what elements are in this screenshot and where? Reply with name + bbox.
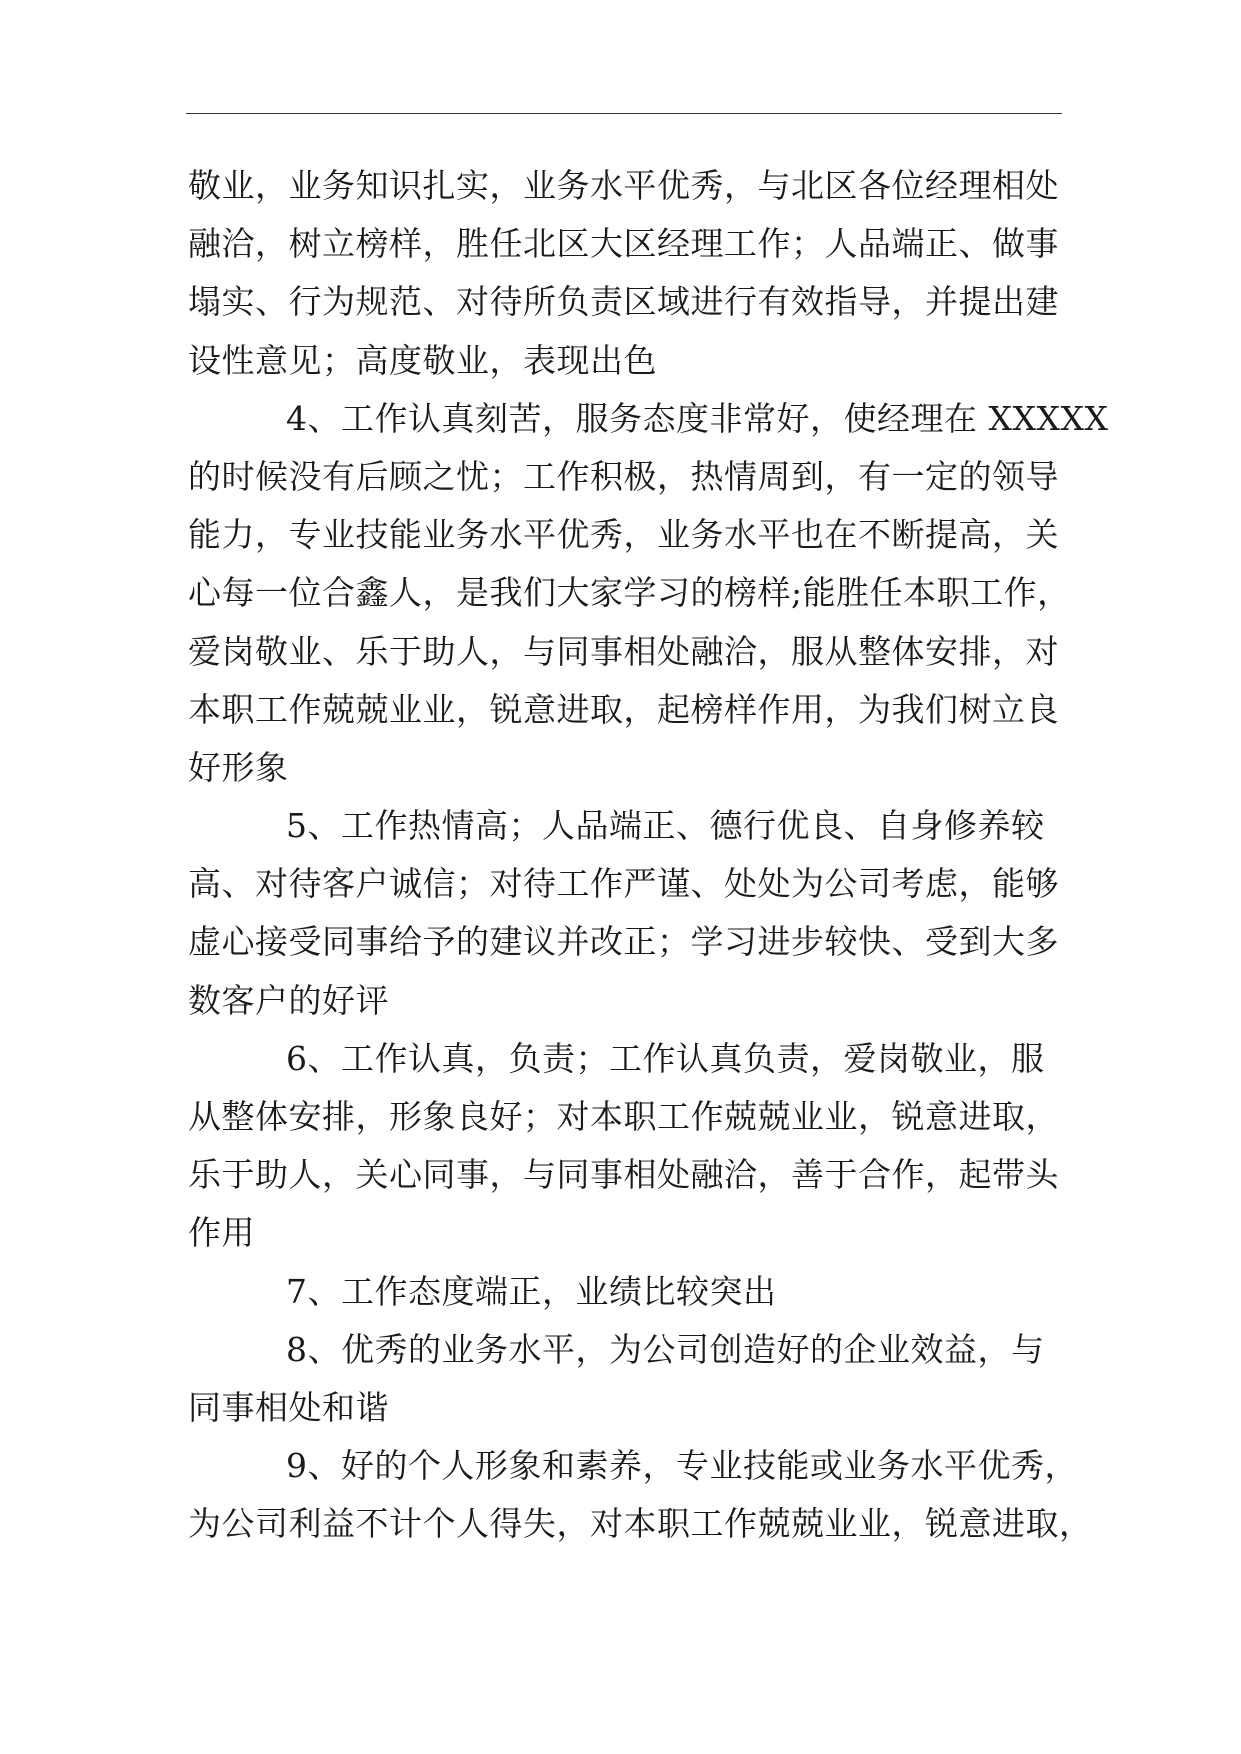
header-divider [186,113,1062,114]
text-line: 作用 [188,1213,255,1253]
paragraph-start-line: 4、工作认真刻苦，服务态度非常好，使经理在 XXXXX [286,398,1109,438]
text-line: 敬业，业务知识扎实，业务水平优秀，与北区各位经理相处 [188,166,1059,205]
text-line: 的时候没有后顾之忧；工作积极，热情周到，有一定的领导 [188,456,1059,496]
text-line: 设性意见；高度敬业，表现出色 [188,340,657,380]
text-line: 同事相处和谐 [188,1387,389,1427]
paragraph-start-line: 9、好的个人形象和素养，专业技能或业务水平优秀， [286,1446,1078,1486]
text-line: 爱岗敬业、乐于助人，与同事相处融洽，服从整体安排，对 [188,631,1059,671]
text-line: 心每一位合鑫人，是我们大家学习的榜样;能胜任本职工作， [188,573,1071,613]
text-line: 本职工作兢兢业业，锐意进取，起榜样作用，为我们树立良 [188,689,1059,729]
text-line: 为公司利益不计个人得失，对本职工作兢兢业业，锐意进取， [188,1504,1093,1544]
paragraph-start-line: 7、工作态度端正，业绩比较突出 [286,1271,777,1311]
document-body [188,157,1109,1554]
text-line: 乐于助人，关心同事，与同事相处融洽，善于合作，起带头 [188,1155,1059,1195]
paragraph-start-line: 6、工作认真，负责；工作认真负责，爱岗敬业，服 [286,1038,1045,1078]
text-line: 能力，专业技能业务水平优秀，业务水平也在不断提高，关 [188,515,1059,555]
text-line: 从整体安排，形象良好；对本职工作兢兢业业，锐意进取， [188,1097,1059,1136]
text-line: 融洽，树立榜样，胜任北区大区经理工作；人品端正、做事 [188,224,1059,264]
text-line: 塌实、行为规范、对待所负责区域进行有效指导，并提出建 [188,282,1059,322]
text-line: 高、对待客户诚信；对待工作严谨、处处为公司考虑，能够 [188,864,1059,904]
paragraph-start-line: 5、工作热情高；人品端正、德行优良、自身修养较 [286,806,1045,846]
text-line: 好形象 [188,747,289,787]
text-line: 虚心接受同事给予的建议并改正；学习进步较快、受到大多 [188,922,1059,962]
text-line: 数客户的好评 [188,980,389,1020]
paragraph-start-line: 8、优秀的业务水平，为公司创造好的企业效益，与 [286,1329,1045,1369]
